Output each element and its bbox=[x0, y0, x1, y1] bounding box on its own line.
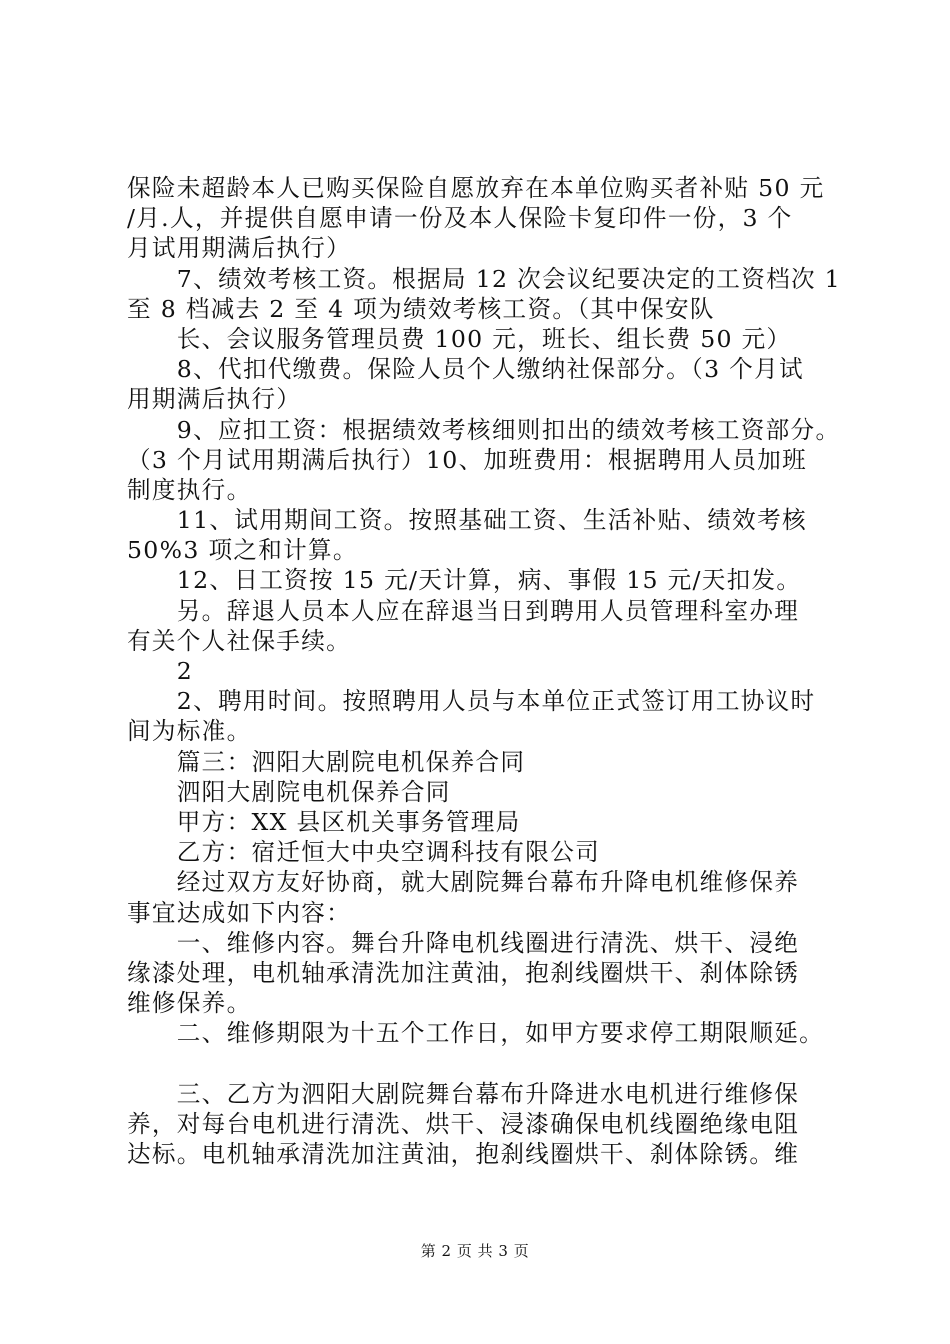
text-line: 50%3 项之和计算。 bbox=[127, 536, 358, 565]
text-line: 月试用期满后执行） bbox=[127, 234, 352, 263]
text-line: 缘漆处理，电机轴承清洗加注黄油，抱刹线圈烘干、刹体除锈 bbox=[127, 958, 800, 987]
text-line: 制度执行。 bbox=[127, 475, 252, 504]
text-line: 三、乙方为泗阳大剧院舞台幕布升降进水电机进行维修保 bbox=[127, 1079, 800, 1108]
text-line: 一、维修内容。舞台升降电机线圈进行清洗、烘干、浸绝 bbox=[127, 928, 800, 957]
text-line: 养，对每台电机进行清洗、烘干、浸漆确保电机线圈绝缘电阻 bbox=[127, 1109, 800, 1138]
document-body bbox=[127, 173, 841, 1169]
text-line: 用期满后执行） bbox=[127, 385, 302, 414]
text-line: 二、维修期限为十五个工作日，如甲方要求停工期限顺延。 bbox=[127, 1019, 825, 1048]
text-line: 另。辞退人员本人应在辞退当日到聘用人员管理科室办理 bbox=[127, 596, 800, 625]
text-line: （3 个月试用期满后执行）10、加班费用：根据聘用人员加班 bbox=[127, 445, 808, 474]
text-line: 12、日工资按 15 元/天计算，病、事假 15 元/天扣发。 bbox=[127, 566, 802, 595]
page-footer: 第 2 页 共 3 页 bbox=[420, 1242, 530, 1260]
text-line: 11、试用期间工资。按照基础工资、生活补贴、绩效考核 bbox=[127, 506, 807, 535]
party-b: 乙方：宿迁恒大中央空调科技有限公司 bbox=[127, 838, 600, 867]
text-line: 至 8 档减去 2 至 4 项为绩效考核工资。（其中保安队 bbox=[127, 294, 715, 323]
text-line: 维修保养。 bbox=[127, 989, 252, 1018]
text-line: 7、绩效考核工资。根据局 12 次会议纪要决定的工资档次 1 bbox=[127, 264, 841, 293]
text-line: 间为标准。 bbox=[127, 717, 252, 746]
text-line: 2、聘用时间。按照聘用人员与本单位正式签订用工协议时 bbox=[127, 687, 816, 716]
text-line: 经过双方友好协商，就大剧院舞台幕布升降电机维修保养 bbox=[127, 868, 800, 897]
text-line: 保险未超龄本人已购买保险自愿放弃在本单位购买者补贴 50 元 bbox=[127, 174, 825, 202]
text-line: /月.人，并提供自愿申请一份及本人保险卡复印件一份，3 个 bbox=[127, 204, 793, 233]
party-a: 甲方：XX 县区机关事务管理局 bbox=[127, 807, 521, 836]
paragraph-gap bbox=[127, 1048, 837, 1078]
text-line: 8、代扣代缴费。保险人员个人缴纳社保部分。（3 个月试 bbox=[127, 355, 804, 384]
page-number-marker: 2 bbox=[127, 657, 194, 685]
text-line: 达标。电机轴承清洗加注黄油，抱刹线圈烘干、刹体除锈。维 bbox=[127, 1140, 800, 1168]
text-line: 9、应扣工资：根据绩效考核细则扣出的绩效考核工资部分。 bbox=[127, 415, 841, 444]
section-heading: 篇三：泗阳大剧院电机保养合同 bbox=[127, 747, 526, 776]
text-line: 事宜达成如下内容： bbox=[127, 898, 352, 927]
text-line: 长、会议服务管理员费 100 元，班长、组长费 50 元） bbox=[127, 324, 792, 353]
text-line: 有关个人社保手续。 bbox=[127, 626, 352, 655]
contract-title: 泗阳大剧院电机保养合同 bbox=[127, 777, 451, 806]
